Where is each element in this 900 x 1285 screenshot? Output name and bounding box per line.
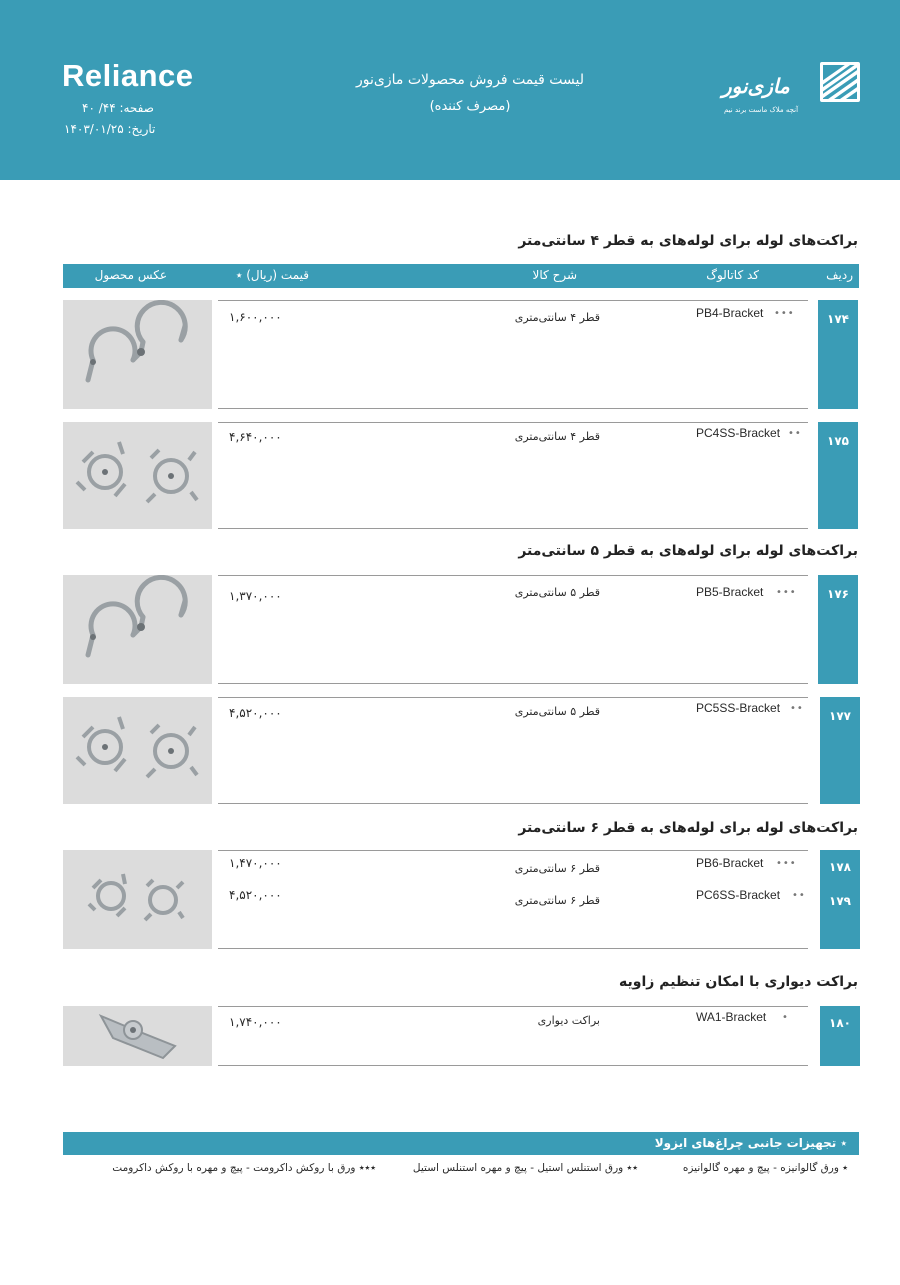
table-header [63, 264, 859, 288]
section-title-5cm: براکت‌های لوله برای لوله‌های به قطر ۵ سانتی‌متر [518, 543, 858, 559]
row-top-line [218, 300, 808, 301]
row-top-line [218, 422, 808, 423]
section-title-6cm: براکت‌های لوله برای لوله‌های به قطر ۶ سانتی‌متر [518, 820, 858, 836]
row-top-line [218, 850, 808, 851]
material-dots: ••• [774, 308, 795, 319]
row-number: ۱۷۶ [827, 587, 849, 601]
row-top-line [218, 697, 808, 698]
catalog-code: PB4-Bracket [696, 306, 764, 320]
row-number: ۱۷۵ [827, 434, 849, 448]
pipe-clamp-icon [63, 575, 212, 684]
row-number-cell [820, 850, 860, 949]
product-price: ۱,۴۷۰,۰۰۰ [229, 856, 282, 870]
header-code: کد کاتالوگ [706, 268, 759, 282]
row-number: ۱۷۷ [829, 709, 851, 723]
row-number-cell [818, 575, 858, 684]
row-number-cell [818, 422, 858, 529]
row-bottom-line [218, 683, 808, 684]
logo-tagline: آنچه ملاک ماست برند نیم [724, 106, 799, 114]
wall-bracket-icon [63, 1006, 212, 1066]
material-dots: • [782, 1012, 789, 1023]
product-price: ۱,۳۷۰,۰۰۰ [229, 589, 282, 603]
product-description: قطر ۵ سانتی‌متری [514, 586, 600, 599]
section-title-wall: براکت دیواری با امکان تنظیم زاویه [619, 974, 858, 990]
material-dots: •• [788, 428, 802, 439]
star-clamp-icon [63, 850, 212, 949]
product-price: ۴,۵۲۰,۰۰۰ [229, 706, 282, 720]
header-description: شرح کالا [532, 268, 577, 282]
document-subtitle: (مصرف کننده) [429, 99, 511, 114]
row-number-cell [818, 300, 858, 409]
row-bottom-line [218, 803, 808, 804]
product-description: قطر ۵ سانتی‌متری [514, 705, 600, 718]
page-header [0, 0, 900, 180]
catalog-code: PB5-Bracket [696, 585, 764, 599]
row-bottom-line [218, 528, 808, 529]
catalog-code: PC4SS-Bracket [696, 426, 781, 440]
brand-name: Reliance [62, 58, 194, 93]
catalog-code: PC5SS-Bracket [696, 701, 781, 715]
product-description: قطر ۶ سانتی‌متری [514, 894, 600, 907]
document-date: تاریخ: ۱۴۰۳/۰۱/۲۵ [64, 122, 156, 136]
product-price: ۱,۷۴۰,۰۰۰ [229, 1015, 282, 1029]
row-number-cell [820, 697, 860, 804]
catalog-code: PC6SS-Bracket [696, 888, 781, 902]
page-number: صفحه: ۴۴/ ۴۰ [82, 101, 154, 115]
section-title-4cm: براکت‌های لوله برای لوله‌های به قطر ۴ سانتی‌متر [518, 233, 858, 249]
product-description: قطر ۴ سانتی‌متری [514, 311, 600, 324]
header-row: ردیف [826, 268, 853, 282]
logo-mark-icon [820, 62, 860, 102]
legend-stainless: ٭٭ ورق استنلس استیل - پیچ و مهره استنلس استیل [412, 1162, 638, 1174]
pipe-clamp-icon [63, 300, 212, 409]
header-price: قیمت (ریال) ٭ [235, 268, 309, 282]
legend-galvanized: ٭ ورق گالوانیزه - پیچ و مهره گالوانیزه [682, 1162, 848, 1174]
accessories-footer-bar [63, 1132, 859, 1155]
row-bottom-line [218, 1065, 808, 1066]
row-number: ۱۸۰ [829, 1016, 851, 1030]
row-bottom-line [218, 408, 808, 409]
star-clamp-icon [63, 422, 212, 529]
row-number: ۱۷۴ [827, 312, 849, 326]
row-number-cell [820, 1006, 860, 1066]
footer-title: ٭ تجهیزات جانبی چراغ‌های ایزولا [654, 1136, 847, 1150]
catalog-code: PB6-Bracket [696, 856, 764, 870]
logo-wordmark: مازی‌نور [722, 74, 790, 98]
product-price: ۱,۶۰۰,۰۰۰ [229, 310, 282, 324]
product-description: قطر ۶ سانتی‌متری [514, 862, 600, 875]
header-photo: عکس محصول [94, 268, 167, 282]
material-dots: ••• [776, 587, 797, 598]
row-number: ۱۷۸ [829, 860, 851, 874]
star-clamp-icon [63, 697, 212, 804]
row-number: ۱۷۹ [829, 894, 851, 908]
material-dots: ••• [776, 858, 797, 869]
row-top-line [218, 1006, 808, 1007]
legend-dacromet: ٭٭٭ ورق با روکش داکرومت - پیچ و مهره با روکش داکرومت [112, 1162, 376, 1174]
document-title: لیست قیمت فروش محصولات مازی‌نور [356, 72, 584, 88]
product-description: براکت دیواری [537, 1014, 600, 1027]
product-price: ۴,۵۲۰,۰۰۰ [229, 888, 282, 902]
product-price: ۴,۶۴۰,۰۰۰ [229, 430, 282, 444]
catalog-code: WA1-Bracket [696, 1010, 767, 1024]
material-dots: •• [792, 890, 806, 901]
company-logo [722, 62, 860, 122]
row-top-line [218, 575, 808, 576]
material-dots: •• [790, 703, 804, 714]
row-bottom-line [218, 948, 808, 949]
product-description: قطر ۴ سانتی‌متری [514, 430, 600, 443]
